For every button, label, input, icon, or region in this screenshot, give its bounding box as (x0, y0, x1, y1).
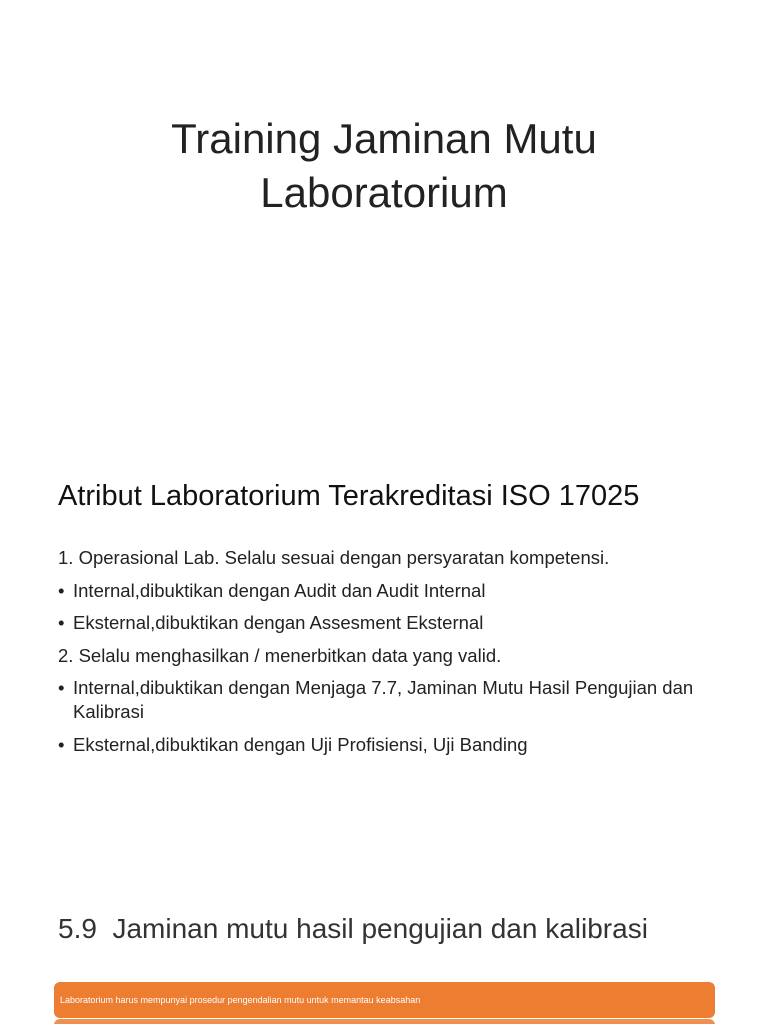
list-item-bullet: • Eksternal,dibuktikan dengan Uji Profisiensi, Uji Banding (58, 733, 698, 757)
list-item-bullet: • Eksternal,dibuktikan dengan Assesment Eksternal (58, 611, 698, 635)
procedure-box-text: Laboratorium harus mempunyai prosedur pengendalian mutu untuk memantau keabsahan (60, 995, 421, 1005)
slide-title (0, 112, 768, 220)
list-item-bullet: • Internal,dibuktikan dengan Audit dan Audit Internal (58, 579, 698, 603)
attribute-list (58, 546, 698, 765)
procedure-box-next (54, 1019, 715, 1024)
procedure-box (54, 982, 715, 1018)
list-item-bullet: • Internal,dibuktikan dengan Menjaga 7.7, Jaminan Mutu Hasil Pengujian dan Kalibrasi (58, 676, 698, 724)
slide-title-line-1: Training Jaminan Mutu (171, 115, 597, 162)
list-item-numbered-1: 1. Operasional Lab. Selalu sesuai dengan persyaratan kompetensi. (58, 547, 610, 568)
list-item-numbered-2: 2. Selalu menghasilkan / menerbitkan data yang valid. (58, 644, 502, 666)
slide-title-line-2: Laboratorium (260, 169, 508, 216)
section-heading: Atribut Laboratorium Terakreditasi ISO 17025 (58, 480, 640, 512)
section-2-heading: 5.9 Jaminan mutu hasil pengujian dan kalibrasi (58, 913, 648, 944)
